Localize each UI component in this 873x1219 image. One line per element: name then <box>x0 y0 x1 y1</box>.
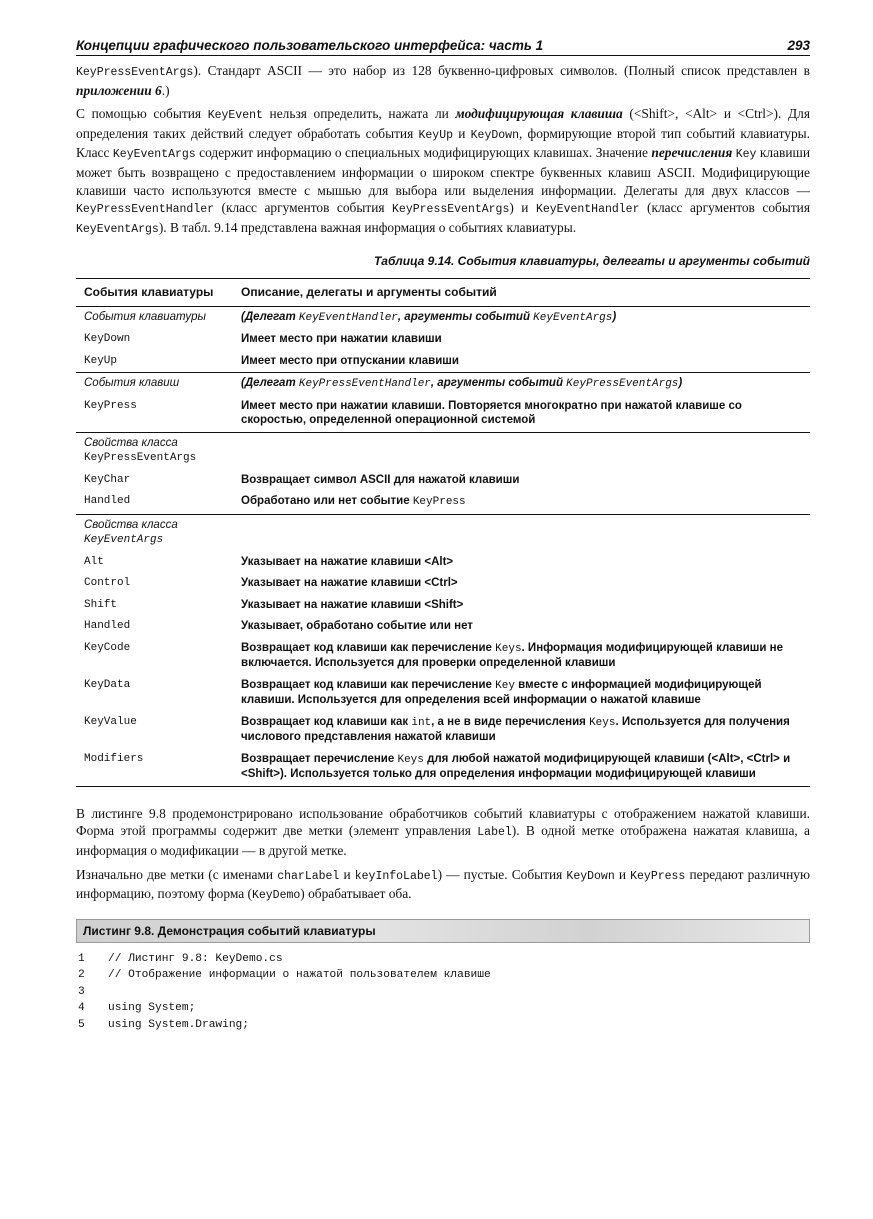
paragraph-4 <box>76 866 810 905</box>
text: и <box>339 866 355 882</box>
member-description: Имеет место при нажатии клавиши <box>241 333 442 346</box>
member-description: Указывает на нажатие клавиши <Ctrl> <box>241 577 458 590</box>
text: Свойства класса <box>84 436 178 449</box>
paragraph-2 <box>76 105 810 238</box>
section-description <box>233 306 810 329</box>
table-row <box>76 573 810 595</box>
text: содержит информацию о специальных модифицирующих клавишах. Значение <box>195 145 652 161</box>
member-description: Указывает, обработано событие или нет <box>241 620 473 633</box>
table-section-row <box>76 373 810 396</box>
text: (класс аргументов события <box>639 200 810 216</box>
table-row <box>76 616 810 638</box>
text: , аргументы событий <box>430 377 567 390</box>
inline-code: KeyPressEventHandler <box>298 378 431 391</box>
inline-code: KeyEvent <box>207 109 263 123</box>
line-number: 5 <box>78 1018 85 1031</box>
table-row <box>76 712 810 749</box>
inline-code: keyInfoLabel <box>354 869 438 883</box>
line-number: 4 <box>78 1002 85 1015</box>
text: клавиши может быть возвращено с предоставлением информации о широком спектре буквенных клавиш ASCII. Модифицирующие клавиши часто используются вместе с мышью для выбора или выделения информации. Делегаты для двух классов — <box>76 145 810 198</box>
emphasis: приложении 6 <box>76 82 162 98</box>
emphasis: модифицирующая клавиша <box>455 106 623 122</box>
inline-code: KeyPressEventArgs <box>392 203 510 217</box>
text: В листинге 9.8 продемонстрировано использование обработчиков событий клавиатуры с отображением нажатой клавиши. Форма этой программы содержит две метки (элемент управления <box>76 805 810 839</box>
listing-title: Листинг 9.8. Демонстрация событий клавиатуры <box>83 923 376 938</box>
code-line <box>76 1000 810 1017</box>
table-row <box>76 595 810 617</box>
table-row <box>76 552 810 574</box>
table-row <box>76 470 810 492</box>
member-description <box>233 712 810 749</box>
code-listing <box>76 951 810 1034</box>
table-section-row <box>76 306 810 329</box>
member-name: Handled <box>84 620 131 633</box>
table-caption: Таблица 9.14. События клавиатуры, делегаты и аргументы событий <box>373 254 810 269</box>
text: и <box>614 866 631 882</box>
header-title: Концепции графического пользовательского интерфейса: часть 1 <box>76 38 544 53</box>
text: . Информация модифицирующей клавиши не включается. Используется для проверки определенной клавиши <box>241 641 784 670</box>
text: ) и <box>509 200 536 216</box>
text: ) — пустые. События <box>437 866 567 882</box>
member-description <box>233 749 810 787</box>
text: ). В табл. 9.14 представлена важная информация о событиях клавиатуры. <box>158 219 577 235</box>
code-text: using System; <box>108 1002 196 1015</box>
keyboard-events-table <box>76 278 810 787</box>
text: Возвращает код клавиши как перечисление <box>241 641 496 654</box>
text: передают различную информацию, поэтому форма ( <box>76 866 810 902</box>
member-description: Имеет место при нажатии клавиши. Повторяется многократно при нажатой клавише со скоростью, определенной операционной системой <box>241 399 742 427</box>
line-number: 1 <box>78 952 85 965</box>
inline-code: KeyEventArgs <box>533 311 613 324</box>
code-line <box>76 984 810 1001</box>
section-label: События клавиатуры <box>84 310 206 323</box>
table-section-row <box>76 432 810 470</box>
text: Свойства класса <box>84 518 178 531</box>
section-label: События клавиш <box>76 373 233 396</box>
inline-code: KeyPress <box>630 869 686 883</box>
table-row <box>76 396 810 433</box>
text: С помощью события <box>76 106 208 122</box>
member-name: KeyCode <box>84 641 131 654</box>
text: и <box>453 125 471 141</box>
member-description <box>233 675 810 712</box>
table-row <box>76 749 810 787</box>
text: вместе с информацией модифицирующей клавиши. Используется для определения всей информации о нажатой клавише <box>241 678 762 707</box>
inline-code: Label <box>477 826 512 840</box>
class-name: KeyPressEventArgs <box>84 452 197 465</box>
member-name: KeyDown <box>84 333 131 346</box>
inline-code: charLabel <box>277 869 340 883</box>
text: Обработано или нет событие <box>241 495 413 508</box>
code-text: // Листинг 9.8: KeyDemo.cs <box>108 952 283 965</box>
text: , а не в виде перечисления <box>431 715 590 728</box>
section-label <box>76 432 810 470</box>
code-line <box>76 951 810 968</box>
running-header <box>76 38 810 56</box>
table-row <box>76 675 810 712</box>
member-name: Shift <box>84 598 118 611</box>
code-text: using System.Drawing; <box>108 1018 249 1031</box>
listing-title-bar <box>76 919 810 943</box>
class-name: KeyEventArgs <box>84 534 164 547</box>
paragraph-1 <box>76 62 810 99</box>
code-line <box>76 967 810 984</box>
inline-code: KeyPressEventArgs <box>76 66 194 79</box>
text: Возвращает перечисление <box>241 752 398 765</box>
text: Изначально две метки (с именами <box>76 866 278 882</box>
member-name: KeyUp <box>84 354 118 367</box>
emphasis: перечисления <box>651 145 733 161</box>
column-header: Описание, делегаты и аргументы событий <box>241 285 497 300</box>
text: , аргументы событий <box>397 310 534 323</box>
book-page <box>76 38 810 1033</box>
inline-code: KeyUp <box>418 128 454 142</box>
member-description <box>233 638 810 675</box>
table-row <box>76 329 810 351</box>
inline-code: Keys <box>495 642 522 655</box>
column-header: События клавиатуры <box>84 285 214 300</box>
inline-code: KeyEventHandler <box>298 311 398 324</box>
member-description: Возвращает символ ASCII для нажатой клавиши <box>241 473 520 486</box>
code-line <box>76 1017 810 1034</box>
section-description <box>233 373 810 396</box>
inline-code: KeyPressEventHandler <box>76 203 215 217</box>
text: (Делегат <box>241 310 299 323</box>
text: (класс аргументов события <box>214 200 393 216</box>
member-description <box>233 491 810 514</box>
table-header-row <box>76 279 810 307</box>
member-name: KeyData <box>84 678 131 691</box>
table-row <box>76 638 810 675</box>
member-name: Alt <box>84 555 104 568</box>
text: .) <box>161 82 170 98</box>
text: . Используется для получения числового представления нажатой клавиши <box>241 715 790 744</box>
section-label <box>76 514 810 552</box>
line-number: 3 <box>78 985 85 998</box>
member-name: KeyPress <box>84 399 137 412</box>
inline-code: KeyPress <box>412 496 466 509</box>
inline-code: Keys <box>589 716 616 729</box>
text: ). В одной метке отображена нажатая клавиша, а информация о модификации — в другой метке. <box>76 823 810 859</box>
inline-code: KeyDown <box>566 869 615 883</box>
table-row <box>76 351 810 373</box>
inline-code: KeyDown <box>470 128 519 142</box>
inline-code: Key <box>495 679 515 692</box>
inline-code: KeyPressEventArgs <box>566 378 679 391</box>
text: для любой нажатой модифицирующей клавиши (<Alt>, <Ctrl> и <Shift>). Используется только для определения информации модифицирующей клавиши <box>241 752 791 781</box>
text: ) <box>678 377 683 390</box>
inline-code: KeyDemo <box>251 889 301 903</box>
page-number: 293 <box>787 38 810 53</box>
paragraph-3 <box>76 805 810 860</box>
member-description: Имеет место при отпускании клавиши <box>241 354 459 367</box>
member-description: Указывает на нажатие клавиши <Alt> <box>241 555 454 568</box>
member-description: Указывает на нажатие клавиши <Shift> <box>241 598 464 611</box>
text: Возвращает код клавиши как перечисление <box>241 678 496 691</box>
member-name: KeyChar <box>84 473 131 486</box>
inline-code: Key <box>735 148 757 162</box>
code-text: // Отображение информации о нажатой пользователем клавише <box>108 969 491 982</box>
text: (<Shift>, <Alt> и <Ctrl>). Для определения таких действий следует обработать события <box>76 106 810 141</box>
text: нельзя определить, нажата ли <box>262 106 456 122</box>
member-name: Modifiers <box>84 752 144 765</box>
inline-code: KeyEventArgs <box>112 148 196 162</box>
text: ) обрабатывает оба. <box>300 886 412 902</box>
text: (Делегат <box>241 377 299 390</box>
member-name: Handled <box>84 495 131 508</box>
inline-code: KeyEventArgs <box>76 222 159 236</box>
text: Возвращает код клавиши как <box>241 715 412 728</box>
member-name: Control <box>84 577 131 590</box>
text: ). Стандарт ASCII — это набор из 128 буквенно-цифровых символов. (Полный список представлен в <box>193 63 810 78</box>
table-section-row <box>76 514 810 552</box>
inline-code: int <box>411 716 432 729</box>
table-row <box>76 491 810 514</box>
inline-code: KeyEventHandler <box>535 203 640 217</box>
member-name: KeyValue <box>84 715 137 728</box>
inline-code: Keys <box>397 753 424 766</box>
line-number: 2 <box>78 969 85 982</box>
text: , формирующие второй тип событий клавиатуры. Класс <box>76 125 810 161</box>
text: ) <box>612 310 617 323</box>
